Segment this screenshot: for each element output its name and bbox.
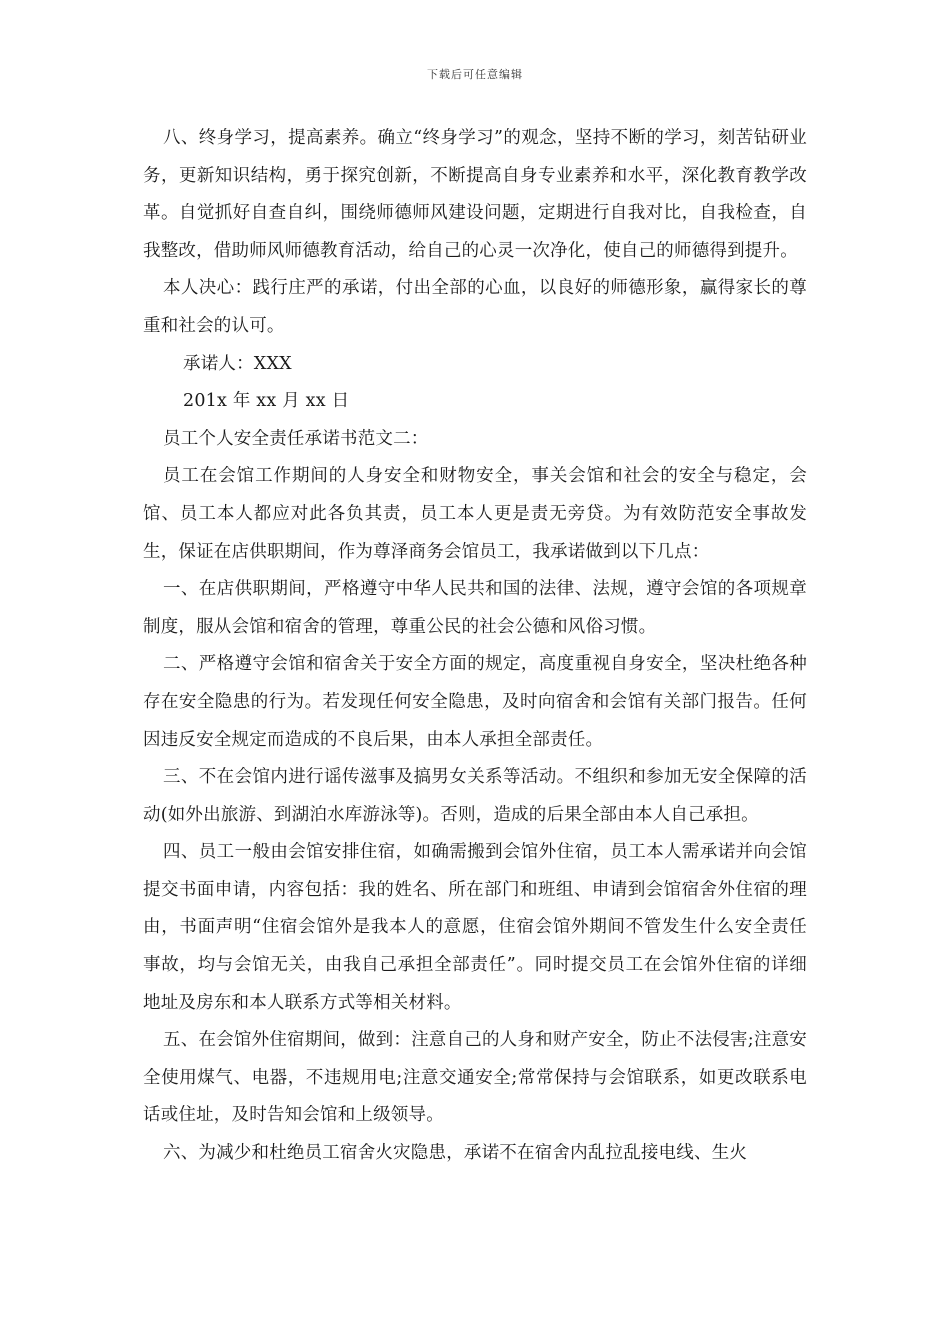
date-line: 201x 年 xx 月 xx 日 <box>183 391 350 412</box>
paragraph-lifelong-learning: 八、终身学习，提高素养。确立“终身学习”的观念，坚持不断的学习，刻苦钻研业务，更新知识结构，勇于探究创新，不断提高自身专业素养和水平，深化教育教学改革。自觉抓好自查自纠，围绕师德师风建设问题，定期进行自我对比，自我检查，自我整改，借助师风师德教育活动，给自己的心灵一次净化，使自己的师德得到提升。 <box>143 128 807 261</box>
signer-line: 承诺人：XXX <box>183 353 292 374</box>
paragraph-item-6: 六、为减少和杜绝员工宿舍火灾隐患，承诺不在宿舍内乱拉乱接电线、生火 <box>163 1143 748 1164</box>
paragraph-item-3: 三、不在会馆内进行谣传滋事及搞男女关系等活动。不组织和参加无安全保障的活动(如外出旅游、到湖泊水库游泳等)。否则，造成的后果全部由本人自己承担。 <box>143 767 807 825</box>
document-body <box>143 120 807 1173</box>
page-header: 下载后可任意编辑 <box>427 68 523 81</box>
paragraph-item-5: 五、在会馆外住宿期间，做到：注意自己的人身和财产安全，防止不法侵害;注意安全使用煤气、电器，不违规用电;注意交通安全;常常保持与会馆联系，如更改联系电话或住址，及时告知会馆和上级领导。 <box>143 1030 807 1126</box>
paragraph-item-1: 一、在店供职期间，严格遵守中华人民共和国的法律、法规，遵守会馆的各项规章制度，服从会馆和宿舍的管理，尊重公民的社会公德和风俗习惯。 <box>143 579 807 637</box>
paragraph-item-2: 二、严格遵守会馆和宿舍关于安全方面的规定，高度重视自身安全，坚决杜绝各种存在安全隐患的行为。若发现任何安全隐患，及时向宿舍和会馆有关部门报告。任何因违反安全规定而造成的不良后果，由本人承担全部责任。 <box>143 654 807 750</box>
paragraph-intro: 员工在会馆工作期间的人身安全和财物安全，事关会馆和社会的安全与稳定，会馆、员工本人都应对此各负其责，员工本人更是责无旁贷。为有效防范安全事故发生，保证在店供职期间，作为尊泽商务会馆员工，我承诺做到以下几点： <box>143 466 807 562</box>
paragraph-item-4: 四、员工一般由会馆安排住宿，如确需搬到会馆外住宿，员工本人需承诺并向会馆提交书面申请，内容包括：我的姓名、所在部门和班组、申请到会馆宿舍外住宿的理由，书面声明“住宿会馆外是我本人的意愿，住宿会馆外期间不管发生什么安全责任事故，均与会馆无关，由我自己承担全部责任”。同时提交员工在会馆外住宿的详细地址及房东和本人联系方式等相关材料。 <box>143 842 807 1013</box>
paragraph-resolution: 本人决心：践行庄严的承诺，付出全部的心血，以良好的师德形象，赢得家长的尊重和社会的认可。 <box>143 278 807 336</box>
section-title: 员工个人安全责任承诺书范文二： <box>163 428 429 449</box>
